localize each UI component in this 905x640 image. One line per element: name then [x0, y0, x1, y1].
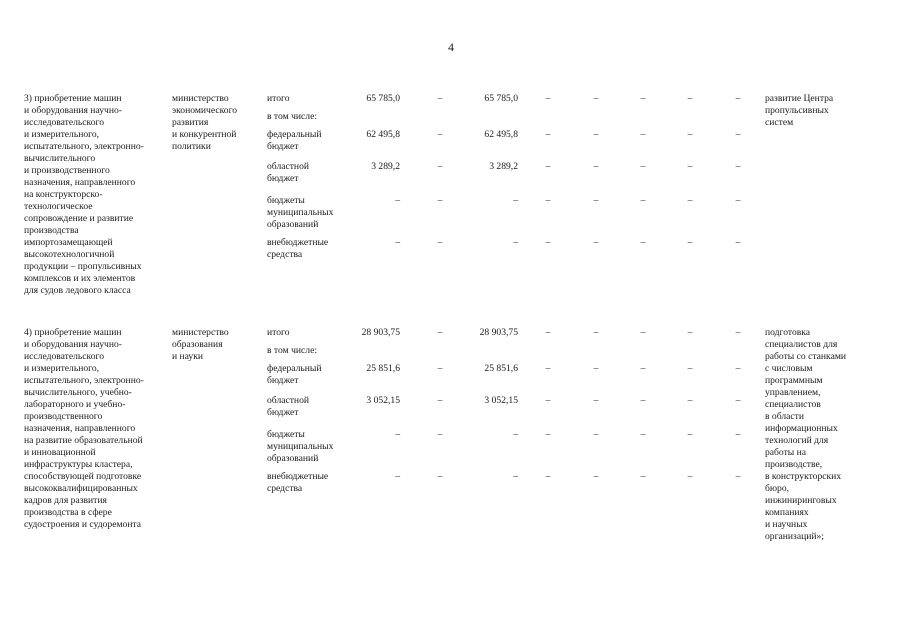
text-line: развитие Центра	[765, 93, 834, 104]
row-description	[24, 93, 166, 297]
amount-column: –	[437, 161, 443, 172]
text-line: федеральный	[267, 363, 322, 374]
amount-column: –	[640, 161, 646, 172]
responsible-executor	[172, 327, 264, 363]
text-line: и конкурентной	[172, 129, 237, 140]
amount-column: –	[437, 471, 443, 482]
amount-column: –	[687, 471, 693, 482]
text-line: производства в сфере	[24, 507, 112, 518]
amount-total: –	[395, 429, 400, 440]
text-line: образования	[172, 339, 223, 350]
text-line: специалистов для	[765, 339, 838, 350]
text-line: управлением,	[765, 387, 821, 398]
text-line: бюджет	[267, 173, 299, 184]
amount-column: –	[735, 161, 741, 172]
text-line: итого	[267, 327, 290, 338]
amount-column: –	[640, 395, 646, 406]
amount-column: –	[640, 471, 646, 482]
amount-column: –	[640, 129, 646, 140]
amount-column: –	[593, 129, 599, 140]
amount-column: –	[437, 363, 443, 374]
text-line: 3) приобретение машин	[24, 93, 122, 104]
text-line: работы на	[765, 447, 807, 458]
text-line: средства	[267, 483, 303, 494]
amount-column: –	[735, 327, 741, 338]
amount-column: –	[545, 395, 551, 406]
text-line: на конструкторско-	[24, 189, 103, 200]
amount-column: –	[593, 363, 599, 374]
amount-column: –	[545, 327, 551, 338]
amount-column: –	[545, 129, 551, 140]
amount-column: –	[545, 93, 551, 104]
amount-column: –	[735, 195, 741, 206]
text-line: в конструкторских	[765, 471, 842, 482]
amount-column: –	[593, 161, 599, 172]
text-line: назначения, направленного	[24, 177, 136, 188]
amount-column: –	[687, 129, 693, 140]
text-line: продукции – пропульсивных	[24, 261, 142, 272]
amount-column: –	[735, 93, 741, 104]
amount-column: –	[687, 429, 693, 440]
amount-column: –	[437, 93, 443, 104]
text-line: импортозамещающей	[24, 237, 113, 248]
text-line: муниципальных	[267, 207, 334, 218]
amount-column: –	[593, 327, 599, 338]
text-line: компаниях	[765, 507, 809, 518]
text-line: производственного	[24, 411, 103, 422]
text-line: муниципальных	[267, 441, 334, 452]
amount-column: –	[513, 237, 518, 248]
amount-total: –	[395, 471, 400, 482]
text-line: и оборудования научно-	[24, 105, 122, 116]
amount-column: –	[735, 363, 741, 374]
funding-source-label	[267, 345, 355, 357]
amount-column: –	[545, 429, 551, 440]
text-line: инфраструктуры кластера,	[24, 459, 133, 470]
text-line: высокотехнологичной	[24, 249, 115, 260]
amount-column: –	[593, 395, 599, 406]
text-line: экономического	[172, 105, 238, 116]
text-line: технологическое	[24, 201, 93, 212]
text-line: и оборудования научно-	[24, 339, 122, 350]
amount-total: 3 289,2	[371, 161, 400, 172]
text-line: внебюджетные	[267, 471, 329, 482]
amount-column: –	[513, 429, 518, 440]
amount-column: –	[735, 129, 741, 140]
amount-column: –	[735, 471, 741, 482]
text-line: средства	[267, 249, 303, 260]
text-line: информационных	[765, 423, 838, 434]
text-line: в области	[765, 411, 804, 422]
text-line: министерство	[172, 93, 229, 104]
amount-column: –	[593, 93, 599, 104]
text-line: производства	[24, 225, 79, 236]
amount-total: –	[395, 237, 400, 248]
expected-result	[765, 327, 895, 543]
expected-result	[765, 93, 895, 129]
text-line: областной	[267, 161, 310, 172]
page-number: 4	[448, 40, 454, 54]
amount-column: –	[687, 363, 693, 374]
amount-column: –	[640, 195, 646, 206]
amount-column: –	[687, 237, 693, 248]
amount-column: –	[545, 471, 551, 482]
text-line: и производственного	[24, 165, 110, 176]
amount-total: –	[395, 195, 400, 206]
text-line: бюджеты	[267, 429, 305, 440]
amount-column: –	[640, 93, 646, 104]
text-line: работы со станками	[765, 351, 847, 362]
text-line: производстве,	[765, 459, 823, 470]
text-line: исследовательского	[24, 351, 104, 362]
text-line: способствующей подготовке	[24, 471, 142, 482]
text-line: вычислительного, учебно-	[24, 387, 132, 398]
text-line: высококвалифицированных	[24, 483, 138, 494]
text-line: систем	[765, 117, 794, 128]
amount-total: 3 052,15	[366, 395, 400, 406]
amount-column: –	[593, 195, 599, 206]
text-line: итого	[267, 93, 290, 104]
amount-total: 65 785,0	[366, 93, 400, 104]
amount-column: –	[545, 161, 551, 172]
text-line: для судов ледового класса	[24, 285, 131, 296]
text-line: министерство	[172, 327, 229, 338]
text-line: бюджет	[267, 375, 299, 386]
text-line: технологий для	[765, 435, 829, 446]
amount-column: 65 785,0	[484, 93, 518, 104]
amount-column: –	[437, 429, 443, 440]
amount-column: 3 052,15	[484, 395, 518, 406]
text-line: и измерительного,	[24, 129, 100, 140]
text-line: на развитие образовательной	[24, 435, 143, 446]
text-line: внебюджетные	[267, 237, 329, 248]
text-line: и измерительного,	[24, 363, 100, 374]
text-line: пропульсивных	[765, 105, 829, 116]
amount-column: –	[735, 395, 741, 406]
amount-column: –	[593, 429, 599, 440]
text-line: в том числе:	[267, 345, 318, 356]
amount-column: –	[687, 395, 693, 406]
text-line: с числовым	[765, 363, 813, 374]
text-line: программным	[765, 375, 823, 386]
text-line: исследовательского	[24, 117, 104, 128]
amount-column: –	[735, 429, 741, 440]
amount-column: –	[687, 161, 693, 172]
text-line: в том числе:	[267, 111, 318, 122]
amount-total: 62 495,8	[366, 129, 400, 140]
amount-column: –	[513, 195, 518, 206]
text-line: подготовка	[765, 327, 811, 338]
funding-source-label	[267, 111, 355, 123]
amount-column: –	[640, 237, 646, 248]
text-line: бюджет	[267, 141, 299, 152]
amount-column: –	[640, 327, 646, 338]
text-line: и научных	[765, 519, 808, 530]
text-line: бюро,	[765, 483, 790, 494]
text-line: вычислительного	[24, 153, 96, 164]
text-line: образований	[267, 219, 319, 230]
text-line: бюджет	[267, 407, 299, 418]
amount-column: –	[437, 195, 443, 206]
amount-total: 28 903,75	[361, 327, 400, 338]
amount-column: –	[687, 195, 693, 206]
text-line: инжиниринговых	[765, 495, 837, 506]
amount-total: 25 851,6	[366, 363, 400, 374]
amount-column: –	[687, 93, 693, 104]
text-line: организаций»;	[765, 531, 824, 542]
text-line: сопровождение и развитие	[24, 213, 134, 224]
text-line: комплексов и их элементов	[24, 273, 136, 284]
amount-column: –	[545, 363, 551, 374]
amount-column: –	[687, 327, 693, 338]
amount-column: –	[593, 471, 599, 482]
text-line: испытательного, электронно-	[24, 141, 144, 152]
text-line: бюджеты	[267, 195, 305, 206]
text-line: федеральный	[267, 129, 322, 140]
amount-column: 3 289,2	[489, 161, 518, 172]
amount-column: –	[640, 429, 646, 440]
responsible-executor	[172, 93, 264, 153]
amount-column: –	[545, 195, 551, 206]
text-line: и инновационной	[24, 447, 96, 458]
amount-column: –	[593, 237, 599, 248]
text-line: кадров для развития	[24, 495, 107, 506]
amount-column: –	[437, 237, 443, 248]
amount-column: –	[640, 363, 646, 374]
text-line: лабораторного и учебно-	[24, 399, 126, 410]
text-line: и науки	[172, 351, 204, 362]
text-line: 4) приобретение машин	[24, 327, 122, 338]
text-line: судостроения и судоремонта	[24, 519, 142, 530]
text-line: областной	[267, 395, 310, 406]
amount-column: –	[513, 471, 518, 482]
text-line: специалистов	[765, 399, 821, 410]
text-line: испытательного, электронно-	[24, 375, 144, 386]
amount-column: –	[545, 237, 551, 248]
text-line: назначения, направленного	[24, 423, 136, 434]
text-line: развития	[172, 117, 209, 128]
amount-column: –	[735, 237, 741, 248]
text-line: образований	[267, 453, 319, 464]
amount-column: –	[437, 327, 443, 338]
text-line: политики	[172, 141, 211, 152]
amount-column: 28 903,75	[479, 327, 518, 338]
row-description	[24, 327, 166, 531]
amount-column: –	[437, 395, 443, 406]
amount-column: –	[437, 129, 443, 140]
amount-column: 62 495,8	[484, 129, 518, 140]
amount-column: 25 851,6	[484, 363, 518, 374]
